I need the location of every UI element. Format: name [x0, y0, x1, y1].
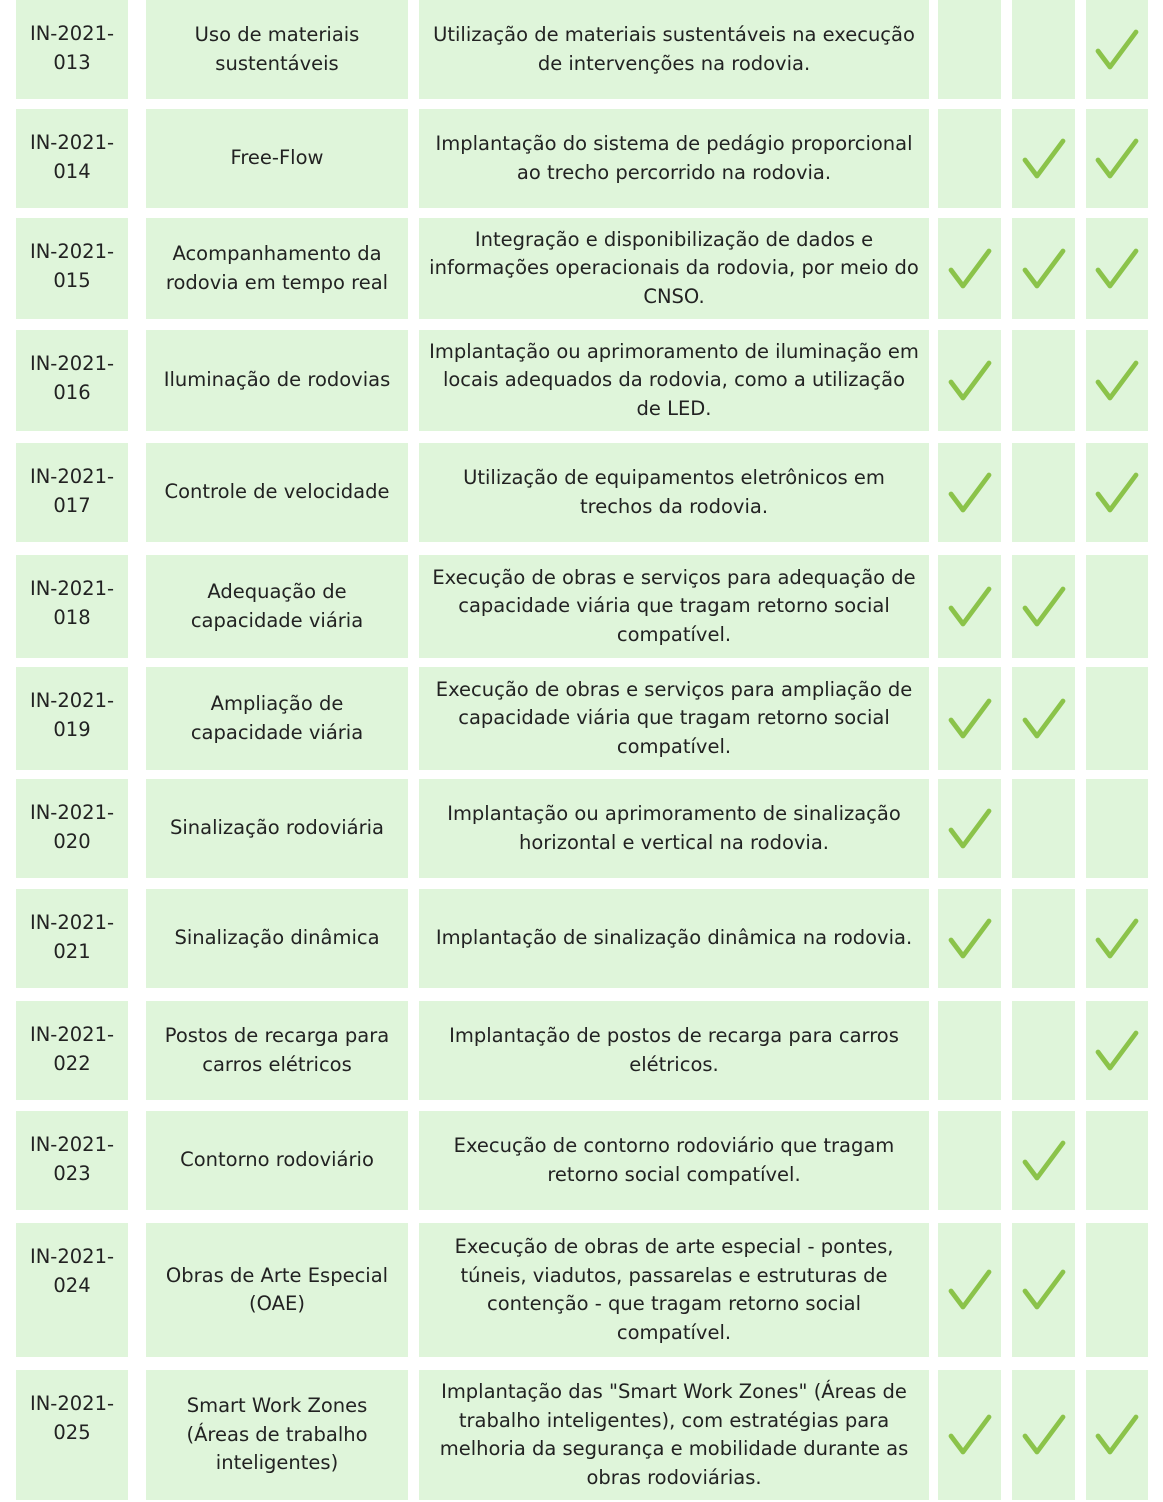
check-cell-2 — [1012, 218, 1075, 319]
check-cell-3 — [1086, 1111, 1148, 1210]
initiative-code: IN-2021- 020 — [29, 801, 115, 853]
check-cell-1 — [938, 1370, 1001, 1500]
initiative-title: Iluminação de rodovias — [163, 368, 391, 392]
code-cell — [16, 1111, 128, 1210]
check-icon — [948, 917, 992, 961]
check-cell-3 — [1086, 889, 1148, 988]
initiative-code: IN-2021- 017 — [29, 465, 115, 517]
check-icon — [948, 359, 992, 403]
initiative-description: Execução de obras e serviços para adequação de capacidade viária que tragam retorno social compatível. — [432, 565, 916, 646]
initiative-title: Sinalização rodoviária — [169, 816, 385, 840]
initiative-title: Obras de Arte Especial (OAE) — [165, 1263, 389, 1315]
code-cell — [16, 1370, 128, 1500]
description-cell — [419, 889, 929, 988]
check-cell-2 — [1012, 1223, 1075, 1357]
check-cell-2 — [1012, 1370, 1075, 1500]
check-icon — [1095, 917, 1139, 961]
initiative-code: IN-2021- 025 — [29, 1392, 115, 1444]
code-cell — [16, 109, 128, 208]
description-cell — [419, 0, 929, 99]
initiative-title: Adequação de capacidade viária — [190, 580, 364, 632]
initiative-description: Execução de obras de arte especial - pontes, túneis, viadutos, passarelas e estruturas de contenção - que tragam retorno social compatível. — [454, 1235, 894, 1344]
title-cell — [146, 779, 408, 878]
check-cell-3 — [1086, 443, 1148, 542]
table-row — [0, 667, 1163, 770]
initiative-description: Implantação de sinalização dinâmica na rodovia. — [435, 926, 913, 950]
table-row — [0, 1223, 1163, 1357]
initiative-code: IN-2021- 015 — [29, 240, 115, 292]
initiative-title: Free-Flow — [230, 146, 324, 170]
title-cell — [146, 1111, 408, 1210]
check-cell-1 — [938, 667, 1001, 770]
check-cell-3 — [1086, 1223, 1148, 1357]
description-cell — [419, 1001, 929, 1100]
check-cell-3 — [1086, 779, 1148, 878]
check-icon — [948, 1413, 992, 1457]
code-cell — [16, 1001, 128, 1100]
check-cell-3 — [1086, 555, 1148, 658]
check-icon — [948, 585, 992, 629]
table-row — [0, 330, 1163, 431]
description-cell — [419, 667, 929, 770]
check-cell-2 — [1012, 330, 1075, 431]
description-cell — [419, 1370, 929, 1500]
check-icon — [1022, 1268, 1066, 1312]
check-cell-1 — [938, 779, 1001, 878]
check-icon — [1022, 137, 1066, 181]
initiative-description: Implantação das "Smart Work Zones" (Áreas de trabalho inteligentes), com estratégias para melhoria da segurança e mobilidade durante as obras rodoviárias. — [439, 1380, 909, 1489]
table-row — [0, 1001, 1163, 1100]
check-cell-1 — [938, 1111, 1001, 1210]
check-cell-3 — [1086, 330, 1148, 431]
check-cell-1 — [938, 889, 1001, 988]
initiative-description: Implantação do sistema de pedágio proporcional ao trecho percorrido na rodovia. — [435, 132, 913, 184]
check-cell-1 — [938, 555, 1001, 658]
initiative-title: Sinalização dinâmica — [174, 926, 380, 950]
check-icon — [948, 807, 992, 851]
title-cell — [146, 667, 408, 770]
table-row — [0, 443, 1163, 542]
check-cell-3 — [1086, 667, 1148, 770]
description-cell — [419, 1223, 929, 1357]
check-icon — [948, 697, 992, 741]
description-cell — [419, 779, 929, 878]
code-cell — [16, 779, 128, 878]
table-row — [0, 889, 1163, 988]
initiative-code: IN-2021- 016 — [29, 352, 115, 404]
table-row — [0, 0, 1163, 99]
initiative-code: IN-2021- 023 — [29, 1133, 115, 1185]
check-cell-2 — [1012, 667, 1075, 770]
check-cell-1 — [938, 1223, 1001, 1357]
check-cell-2 — [1012, 1001, 1075, 1100]
check-icon — [1095, 28, 1139, 72]
check-cell-2 — [1012, 555, 1075, 658]
initiative-code: IN-2021- 024 — [29, 1245, 115, 1297]
check-cell-3 — [1086, 0, 1148, 99]
code-cell — [16, 0, 128, 99]
title-cell — [146, 1370, 408, 1500]
check-cell-3 — [1086, 1001, 1148, 1100]
title-cell — [146, 109, 408, 208]
title-cell — [146, 555, 408, 658]
check-icon — [1095, 1029, 1139, 1073]
title-cell — [146, 0, 408, 99]
initiative-description: Execução de contorno rodoviário que tragam retorno social compatível. — [453, 1134, 895, 1186]
initiative-title: Acompanhamento da rodovia em tempo real — [165, 242, 389, 294]
initiative-title: Ampliação de capacidade viária — [190, 692, 364, 744]
check-icon — [1022, 585, 1066, 629]
table-row — [0, 1370, 1163, 1500]
description-cell — [419, 109, 929, 208]
initiative-description: Integração e disponibilização de dados e informações operacionais da rodovia, por meio do CNSO. — [429, 227, 919, 308]
check-icon — [1095, 1413, 1139, 1457]
table-row — [0, 109, 1163, 208]
check-icon — [948, 471, 992, 515]
code-cell — [16, 667, 128, 770]
initiative-description: Implantação ou aprimoramento de iluminação em locais adequados da rodovia, como a utilização de LED. — [429, 339, 919, 420]
check-cell-2 — [1012, 0, 1075, 99]
check-cell-1 — [938, 218, 1001, 319]
check-cell-2 — [1012, 779, 1075, 878]
check-cell-3 — [1086, 218, 1148, 319]
title-cell — [146, 1001, 408, 1100]
check-icon — [1022, 1139, 1066, 1183]
check-cell-2 — [1012, 1111, 1075, 1210]
code-cell — [16, 218, 128, 319]
check-cell-2 — [1012, 889, 1075, 988]
initiative-code: IN-2021- 019 — [29, 689, 115, 741]
check-cell-2 — [1012, 443, 1075, 542]
check-cell-1 — [938, 1001, 1001, 1100]
table-row — [0, 1111, 1163, 1210]
check-icon — [1022, 1413, 1066, 1457]
check-icon — [1022, 247, 1066, 291]
table-row — [0, 218, 1163, 319]
check-cell-3 — [1086, 1370, 1148, 1500]
initiative-description: Utilização de materiais sustentáveis na execução de intervenções na rodovia. — [433, 23, 915, 75]
description-cell — [419, 555, 929, 658]
code-cell — [16, 443, 128, 542]
initiative-title: Smart Work Zones (Áreas de trabalho inteligentes) — [186, 1394, 368, 1475]
check-icon — [1095, 247, 1139, 291]
check-icon — [1095, 471, 1139, 515]
initiative-description: Implantação ou aprimoramento de sinalização horizontal e vertical na rodovia. — [447, 802, 901, 854]
code-cell — [16, 555, 128, 658]
initiative-code: IN-2021- 021 — [29, 911, 115, 963]
title-cell — [146, 330, 408, 431]
check-icon — [948, 247, 992, 291]
table-row — [0, 779, 1163, 878]
initiative-code: IN-2021- 018 — [29, 577, 115, 629]
description-cell — [419, 443, 929, 542]
check-icon — [1022, 697, 1066, 741]
description-cell — [419, 330, 929, 431]
code-cell — [16, 330, 128, 431]
check-cell-3 — [1086, 109, 1148, 208]
check-cell-1 — [938, 330, 1001, 431]
initiative-title: Postos de recarga para carros elétricos — [164, 1024, 390, 1076]
check-icon — [1095, 359, 1139, 403]
initiative-code: IN-2021- 014 — [29, 131, 115, 183]
initiative-title: Contorno rodoviário — [180, 1148, 374, 1172]
description-cell — [419, 1111, 929, 1210]
initiative-description: Utilização de equipamentos eletrônicos em trechos da rodovia. — [463, 466, 885, 518]
code-cell — [16, 889, 128, 988]
initiative-title: Controle de velocidade — [164, 480, 390, 504]
check-cell-2 — [1012, 109, 1075, 208]
title-cell — [146, 443, 408, 542]
check-icon — [1095, 137, 1139, 181]
initiative-description: Execução de obras e serviços para ampliação de capacidade viária que tragam retorno social compatível. — [435, 677, 913, 758]
initiative-title: Uso de materiais sustentáveis — [194, 23, 360, 75]
check-icon — [948, 1268, 992, 1312]
title-cell — [146, 218, 408, 319]
title-cell — [146, 889, 408, 988]
check-cell-1 — [938, 0, 1001, 99]
initiative-description: Implantação de postos de recarga para carros elétricos. — [449, 1024, 899, 1076]
title-cell — [146, 1223, 408, 1357]
description-cell — [419, 218, 929, 319]
code-cell — [16, 1223, 128, 1357]
check-cell-1 — [938, 443, 1001, 542]
initiative-code: IN-2021- 013 — [29, 22, 115, 74]
check-cell-1 — [938, 109, 1001, 208]
table-row — [0, 555, 1163, 658]
initiative-code: IN-2021- 022 — [29, 1023, 115, 1075]
